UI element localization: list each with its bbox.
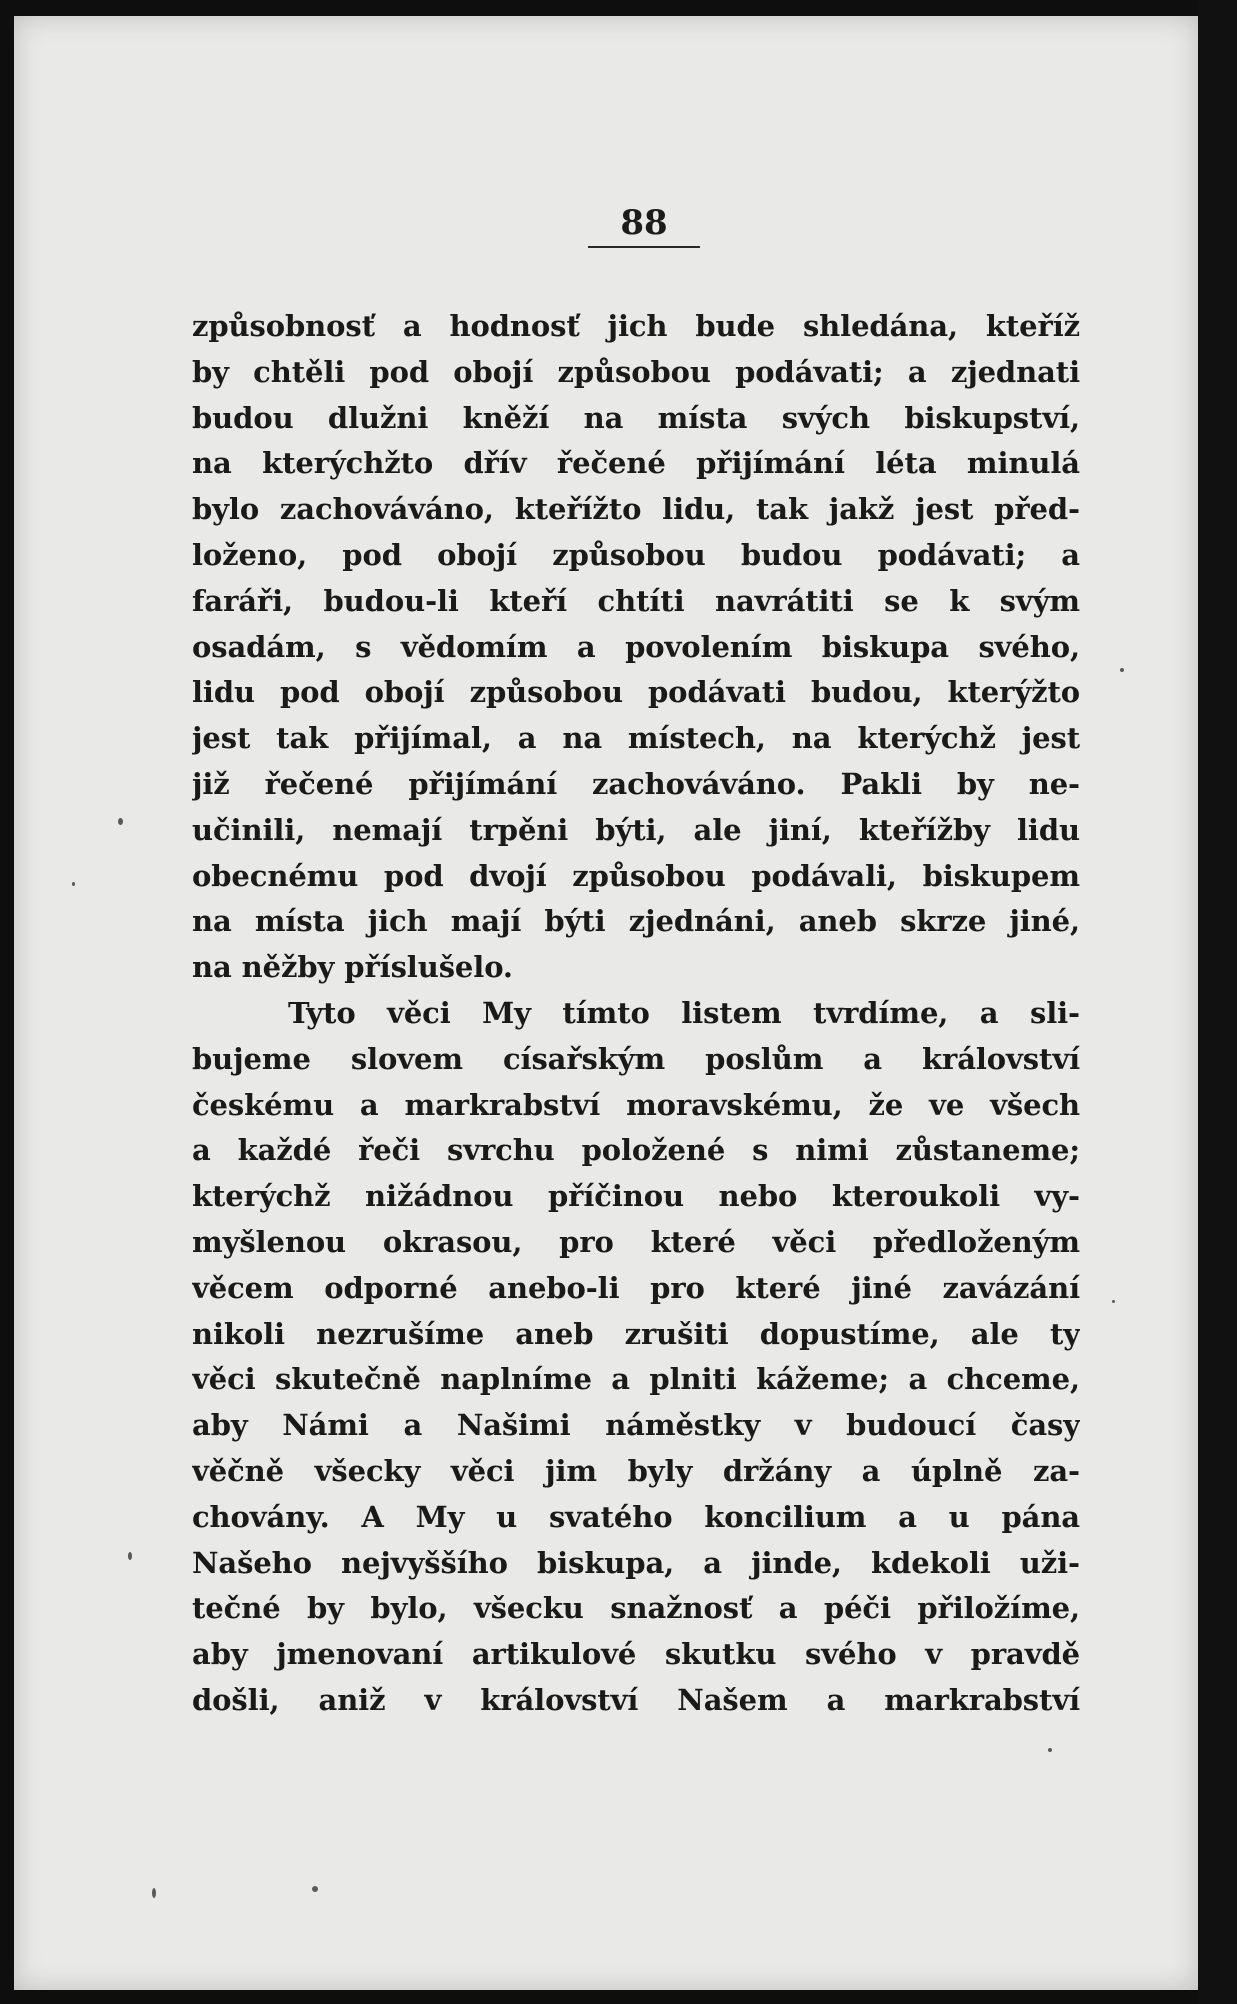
scan-speck — [128, 1552, 132, 1560]
text-line: na místa jich mají býti zjednáni, aneb skrze jiné, — [192, 904, 1080, 939]
text-line: kterýchž nižádnou příčinou nebo kteroukoli vy- — [192, 1179, 1080, 1214]
text-line: věčně všecky věci jim byly držány a úplně za- — [192, 1453, 1080, 1488]
text-line: a každé řeči svrchu položené s nimi zůstaneme; — [192, 1133, 1080, 1168]
text-line: věcem odporné anebo-li pro které jiné zavázání — [192, 1270, 1080, 1305]
scan-speck — [312, 1886, 318, 1892]
text-line: by chtěli pod obojí způsobou podávati; a zjednati — [192, 354, 1080, 389]
scan-speck — [1112, 1300, 1115, 1303]
text-line: loženo, pod obojí způsobou budou podávati; a — [192, 537, 1080, 572]
text-line: lidu pod obojí způsobou podávati budou, kterýžto — [192, 675, 1080, 710]
text-line: Našeho nejvyššího biskupa, a jinde, kdekoli uži- — [192, 1545, 1080, 1580]
text-line: jest tak přijímal, a na místech, na kterýchž jest — [192, 721, 1080, 756]
text-line: již řečené přijímání zachováváno. Pakli by ne- — [192, 766, 1080, 801]
text-line: bujeme slovem císařským poslům a království — [192, 1041, 1080, 1076]
scan-speck — [1120, 668, 1124, 672]
text-line: budou dlužni kněží na místa svých biskupství, — [192, 400, 1080, 435]
text-line: na kterýchžto dřív řečené přijímání léta minulá — [192, 446, 1080, 481]
text-line: nikoli nezrušíme aneb zrušiti dopustíme, ale ty — [192, 1316, 1080, 1351]
text-line: aby jmenovaní artikulové skutku svého v pravdě — [192, 1637, 1080, 1672]
scan-speck — [118, 818, 123, 825]
page-number: 88 — [588, 202, 700, 248]
text-line: způsobnosť a hodnosť jich bude shledána, kteříž — [192, 309, 1080, 343]
text-line: aby Námi a Našimi náměstky v budoucí časy — [192, 1408, 1080, 1443]
text-line: Tyto věci My tímto listem tvrdíme, a sli- — [288, 995, 1080, 1030]
scan-speck — [72, 882, 75, 886]
scan-speck — [1048, 1748, 1052, 1752]
text-line: bylo zachováváno, kteřížto lidu, tak jakž jest před- — [192, 492, 1080, 527]
scan-speck — [152, 1888, 156, 1898]
text-line: osadám, s vědomím a povolením biskupa svého, — [192, 629, 1080, 664]
text-line: věci skutečně naplníme a plniti kážeme; a chceme, — [192, 1362, 1080, 1397]
text-line: obecnému pod dvojí způsobou podávali, biskupem — [192, 858, 1080, 893]
text-line: českému a markrabství moravskému, že ve všech — [192, 1087, 1080, 1122]
text-line: chovány. A My u svatého koncilium a u pána — [192, 1499, 1080, 1534]
text-line: došli, aniž v království Našem a markrabství — [192, 1682, 1080, 1717]
text-line: myšlenou okrasou, pro které věci předloženým — [192, 1224, 1080, 1259]
scan-border — [1198, 0, 1237, 2004]
text-line: tečné by bylo, všecku snažnosť a péči přiložíme, — [192, 1591, 1080, 1626]
text-line: na něžby příslušelo. — [192, 950, 513, 985]
text-line: faráři, budou-li kteří chtíti navrátiti se k svým — [192, 583, 1080, 618]
text-line: učinili, nemají trpěni býti, ale jiní, kteřížby lidu — [192, 812, 1080, 847]
body-text — [192, 304, 1080, 1724]
